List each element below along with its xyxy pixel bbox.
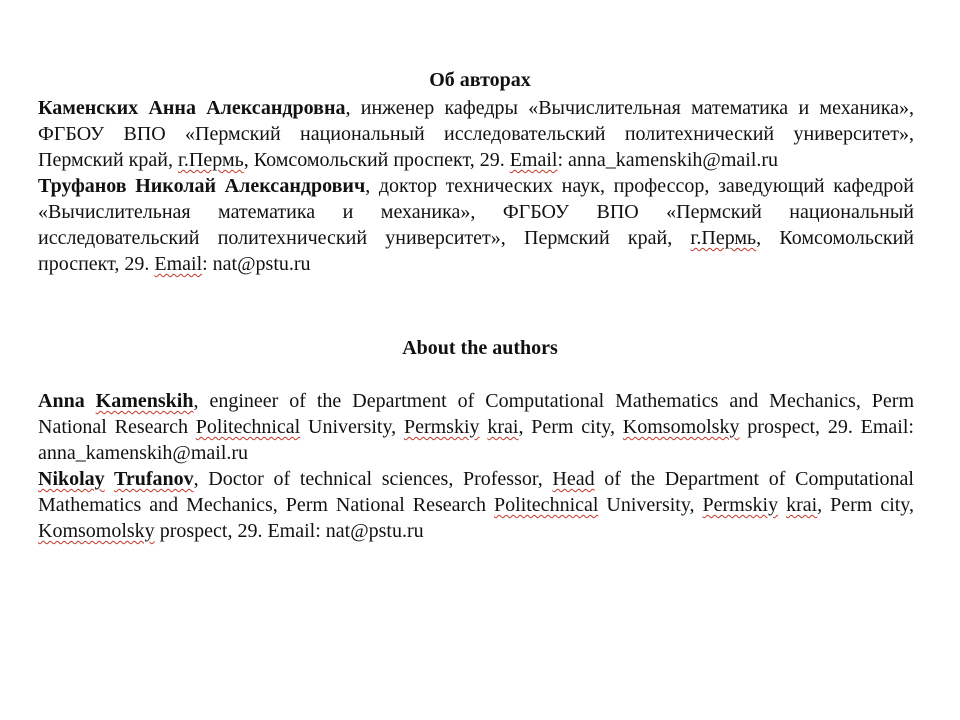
author-ru-2: Труфанов Николай Александрович, доктор технических наук, профессор, заведующий кафедрой «Вычислительная математика и механика», ФГБОУ ВПО «Пермский национальный исследовательский политехнический университет», Пермский край, г.Пермь, Комсомольский проспект, 29. Email: nat@pstu.ru [38,175,914,275]
author-name: Каменских Анна Александровна [38,97,346,119]
author-email: : nat@pstu.ru [202,253,311,275]
author-name: Anna Kamenskih [38,390,194,412]
authors-en [38,388,914,544]
heading-en: About the authors [402,337,558,359]
heading-ru: Об авторах [429,69,531,91]
author-en-2: Nikolay Trufanov, Doctor of technical sciences, Professor, Head of the Department of Computational Mathematics and Mechanics, Perm National Research Politechnical University, Permskiy krai, Perm city, Komsomolsky prospect, 29. Email: nat@pstu.ru [38,468,915,542]
author-email: : anna_kamenskih@mail.ru [557,149,779,171]
author-name: Труфанов Николай Александрович [38,175,366,197]
authors-ru [38,95,914,277]
author-en-1: Anna Kamenskih, engineer of the Department of Computational Mathematics and Mechanics, Perm National Research Politechnical University, Permskiy krai, Perm city, Komsomolsky prospect, 29. Email: anna_kamenskih@mail.ru [38,390,914,464]
author-ru-1: Каменских Анна Александровна, инженер кафедры «Вычислительная математика и механика», ФГБОУ ВПО «Пермский национальный исследовательский политехнический университет», Пермский край, г.Пермь, Комсомольский проспект, 29. Email: anna_kamenskih@mail.ru [38,97,915,171]
author-name: Nikolay Trufanov [38,468,194,490]
